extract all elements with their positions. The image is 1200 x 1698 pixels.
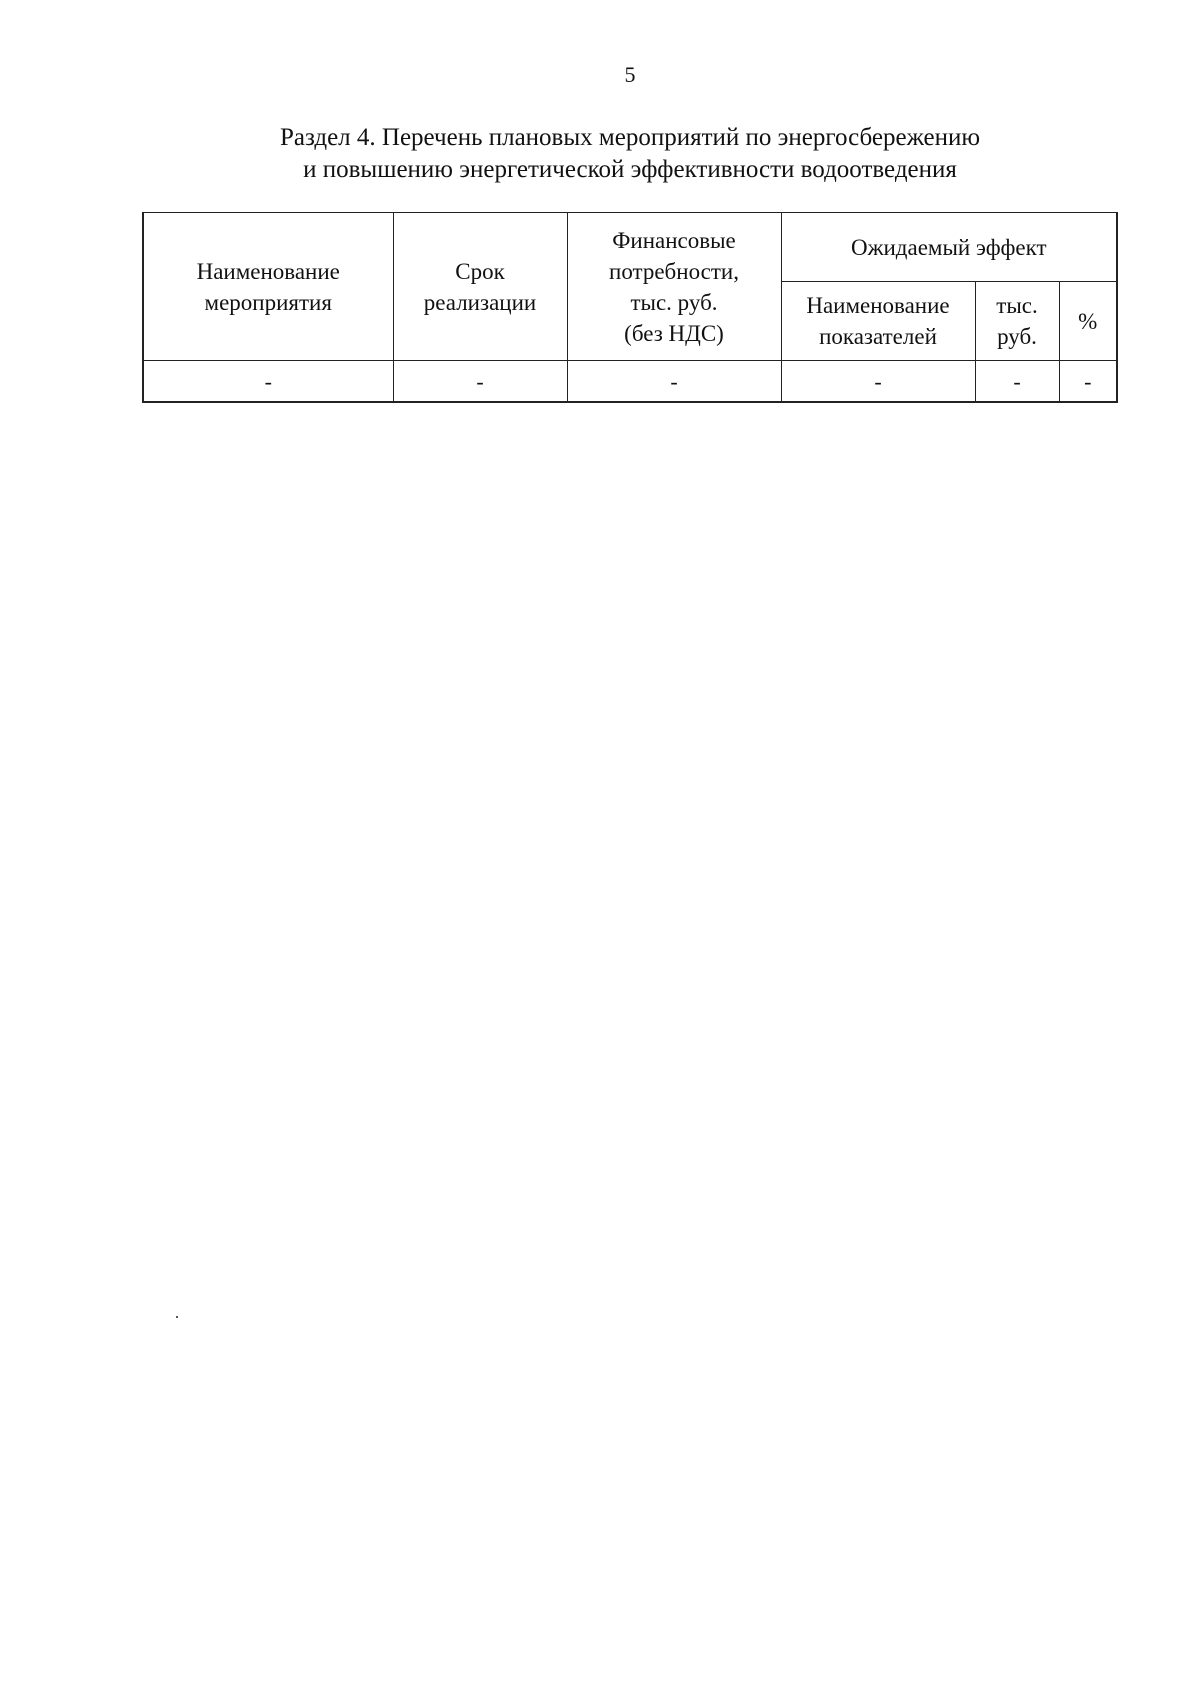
cell-percent: - — [1059, 361, 1117, 403]
header-financial-needs — [567, 213, 781, 361]
cell-financial-needs: - — [567, 361, 781, 403]
table-row — [143, 361, 1117, 403]
table-header-row-1 — [143, 213, 1117, 282]
header-indicator-name: Наименование показателей — [781, 282, 975, 361]
header-expected-effect: Ожидаемый эффект — [781, 213, 1117, 282]
header-financial-needs-line-2: потребности, — [609, 258, 739, 284]
cell-event-name: - — [143, 361, 393, 403]
section-heading — [130, 122, 1130, 186]
section-heading-line-2: и повышению энергетической эффективности водоотведения — [303, 156, 957, 183]
header-financial-needs-line-1: Финансовые — [612, 227, 736, 253]
energy-saving-measures-table — [142, 212, 1118, 403]
header-term: Срок реализации — [393, 213, 567, 361]
cell-thousand-rub: - — [975, 361, 1059, 403]
header-financial-needs-line-3: тыс. руб. — [630, 289, 718, 315]
page-number: 5 — [624, 62, 636, 87]
header-financial-needs-line-4: (без НДС) — [624, 320, 724, 346]
section-heading-line-1: Раздел 4. Перечень плановых мероприятий по энергосбережению — [279, 124, 981, 151]
cell-term: - — [393, 361, 567, 403]
header-percent: % — [1059, 282, 1117, 361]
header-thousand-rub: тыс. руб. — [975, 282, 1059, 361]
header-event-name: Наименование мероприятия — [143, 213, 393, 361]
scan-speck — [176, 1316, 178, 1318]
cell-indicator-name: - — [781, 361, 975, 403]
